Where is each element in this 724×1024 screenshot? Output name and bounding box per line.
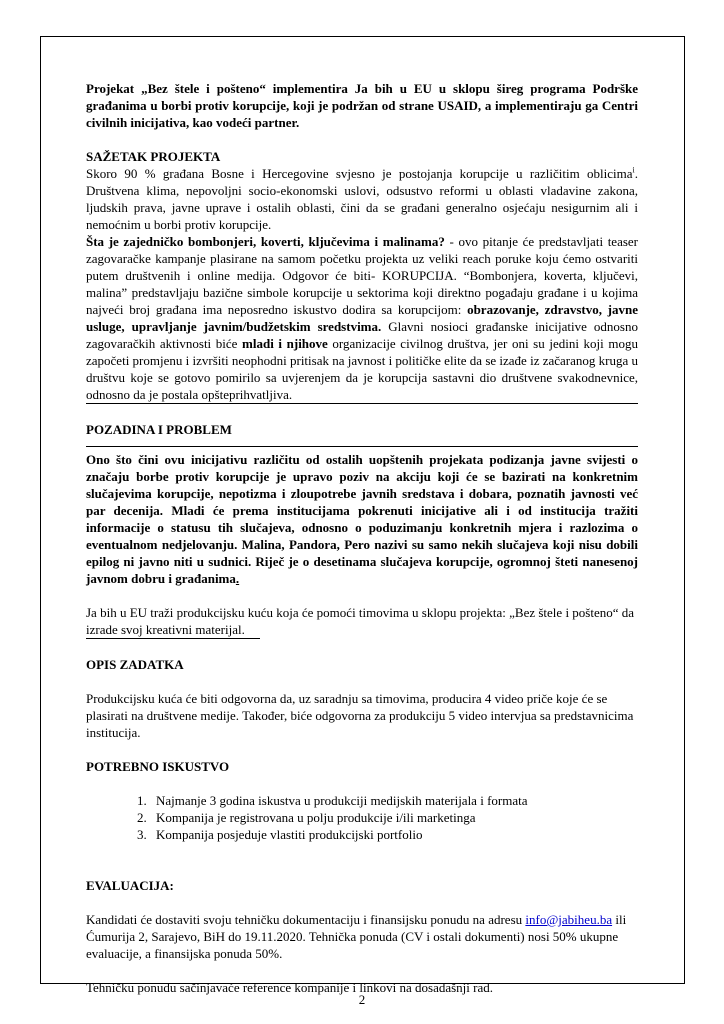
background-heading: POZADINA I PROBLEM — [86, 421, 638, 447]
teaser-question: Šta je zajedničko bombonjeri, koverti, ključevima i malinama? — [86, 234, 445, 249]
background-p1-end: . — [235, 571, 240, 586]
summary-paragraph-2 — [86, 233, 638, 404]
background-paragraph-1 — [86, 451, 638, 587]
summary-p2-text-3: organizacije civilnog društva, jer oni su jedini koji mogu započeti promjenu i izvršiti neophodni pritisak na javnost i političke elite da se izađe iz začaranog kruga u društvu koje se gotovo pomirilo sa uvjerenjem da je korupcija sastavni dio društvene svakodnevnice, odnosno da je postala opšteprihvatljiva. — [86, 336, 638, 402]
summary-p1-end: . Društvena klima, nepovoljni socio-ekonomski uslovi, odsustvo reformi u oblasti vladavine zakona, ljudskih prava, javne uprave i ostalih oblasti, čini da se građani generalno osjećaju nesigurnim ali i nemoćnim u borbi protiv korupcije. — [86, 166, 638, 232]
footnote-marker[interactable]: i — [632, 165, 635, 175]
background-p1-text: Ono što čini ovu inicijativu različitu od ostalih uopštenih projekata podizanja javne svijesti o značaju borbe protiv korupcije je upravo poziv na akciju koji će se bazirati na konkretnim slučajevima korupcije, nepotizma i zloupotrebe javnih sredstava i dobara, poznatih javnosti već par decenija. Mladi će prema institucijama pokrenuti inicijative ali i od institucija tražiti informacije o statusu tih slučajeva, odnosno o poduzimanju konkretnih mjera i razlozima o eventualnom nedjelovanju. Malina, Pandora, Pero nazivi su samo nekih slučajeva koji nisu dobili epilog ni javno niti u sudnici. Riječ je o desetinama slučajeva korupcije, ogromnoj šteti nanesenoj javnom dobru i građanima — [86, 452, 638, 586]
evaluation-paragraph-2: Tehničku ponudu sačinjavaće reference kompanije i linkovi na dosadašnji rad. — [86, 980, 493, 995]
list-item: 2. Kompanija je registrovana u polju produkcije i/ili marketinga — [150, 809, 638, 826]
summary-paragraph-1 — [86, 165, 638, 233]
youth-highlight: mladi i njihove — [242, 336, 328, 351]
intro-paragraph: Projekat „Bez štele i pošteno“ implementira Ja bih u EU u sklopu šireg programa Podrške građanima u borbi protiv korupcije, koji je podržan od strane USAID, a implementiraju ga Centri civilnih inicijativa, kao vodeći partner. — [86, 81, 638, 130]
experience-heading: POTREBNO ISKUSTVO — [86, 759, 230, 774]
evaluation-p1-text-2: ili Ćumurija 2, Sarajevo, BiH do 19.11.2020. Tehnička ponuda (CV i ostali dokumenti) nosi 50% ukupne evaluacije, a finansijska ponuda 50%. — [86, 912, 627, 961]
sectors-list: obrazovanje, zdravstvo, javne usluge, upravljanje javnim/budžetskim sredstvima. — [86, 302, 639, 334]
evaluation-p1-text: Kandidati će dostaviti svoju tehničku dokumentaciju i finansijsku ponudu na adresu — [86, 912, 526, 927]
page-number: 2 — [358, 992, 366, 1007]
summary-p2-text-2: Glavni nosioci građanske inicijative odnosno zagovaračkih aktivnosti biće — [86, 319, 638, 351]
list-item: 1. Najmanje 3 godina iskustva u produkciji medijskih materijala i formata — [150, 792, 638, 809]
experience-list — [86, 792, 638, 843]
evaluation-heading: EVALUACIJA: — [86, 878, 174, 893]
list-item: 3. Kompanija posjeduje vlastiti produkcijski portfolio — [150, 826, 638, 843]
summary-heading: SAŽETAK PROJEKTA — [86, 149, 221, 164]
email-link[interactable]: info@jabiheu.ba — [525, 912, 613, 927]
background-paragraph-2: Ja bih u EU traži produkcijsku kuću koja će pomoći timovima u sklopu projekta: „Bez štele i pošteno“ da izrade svoj kreativni materijal. — [86, 605, 635, 637]
document-body — [86, 80, 638, 996]
summary-p2-text: - ovo pitanje će predstavljati teaser zagovaračke kampanje plasirane na samom početku projekta uz veliki reach poruke koju ćemo ostvariti putem društvenih i online medija. Odgovor će biti- KORUPCIJA. “Bombonjera, koverta, ključevi, malina” predstavljaju bazične simbole korupcije u sektorima koji direktno pogađaju građane i u kojima najveći broj građana ima neposredno iskustvo dodira sa korupcijom: — [86, 234, 639, 317]
task-paragraph: Produkcijsku kuća će biti odgovorna da, uz saradnju sa timovima, producira 4 video priče koje će se plasirati na društvene medije. Također, biće odgovorna za produkciju 5 video intervjua sa predstavnicima institucija. — [86, 691, 634, 740]
summary-p1-text: Skoro 90 % građana Bosne i Hercegovine svjesno je postojanja korupcije u različitim oblicima — [86, 166, 633, 181]
task-heading: OPIS ZADATKA — [86, 657, 184, 672]
evaluation-paragraph-1 — [86, 911, 638, 962]
